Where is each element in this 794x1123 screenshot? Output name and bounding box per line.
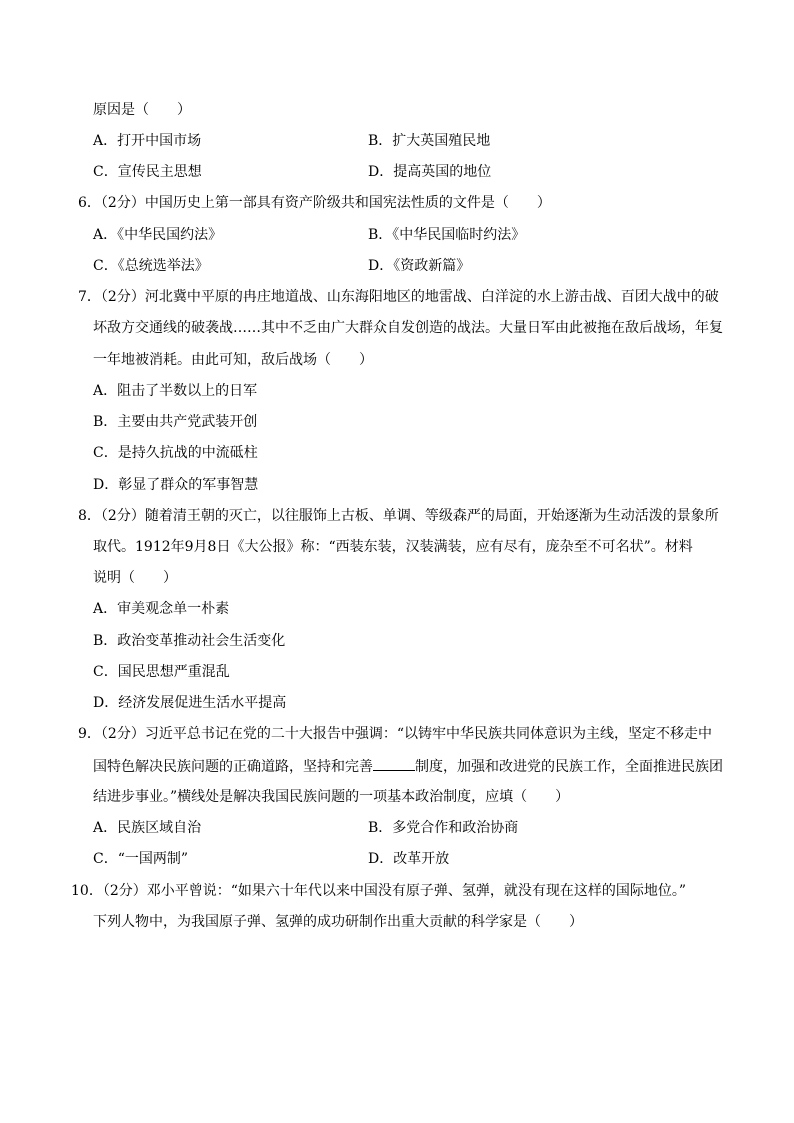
- q5-option-c[interactable]: C．宣传民主思想: [93, 164, 202, 180]
- q8-stem-line-3: 说明（ ）: [93, 570, 177, 586]
- q8-stem-line-1: 8．（2分）随着清王朝的灭亡，以往服饰上古板、单调、等级森严的局面，开始逐渐为生动活泼的景象所: [78, 508, 719, 524]
- q6-option-a[interactable]: A．《中华民国约法》: [93, 227, 223, 243]
- q6-stem: 6．（2分）中国历史上第一部具有资产阶级共和国宪法性质的文件是（ ）: [78, 195, 551, 211]
- q6-option-d[interactable]: D．《资政新篇》: [368, 258, 471, 274]
- q5-option-b[interactable]: B．扩大英国殖民地: [368, 133, 491, 149]
- q7-option-a[interactable]: A．阻击了半数以上的日军: [93, 383, 258, 399]
- q5-option-d[interactable]: D．提高英国的地位: [368, 164, 492, 180]
- q7-option-b[interactable]: B．主要由共产党武装开创: [93, 414, 258, 430]
- q10-stem-line-2: 下列人物中，为我国原子弹、氢弹的成功研制作出重大贡献的科学家是（ ）: [93, 914, 583, 930]
- q7-stem-line-1: 7．（2分）河北冀中平原的冉庄地道战、山东海阳地区的地雷战、白洋淀的水上游击战、百团大战中的破: [78, 289, 719, 305]
- q7-option-c[interactable]: C．是持久抗战的中流砥柱: [93, 445, 258, 461]
- q7-stem-line-3: 一年地被消耗。由此可知，敌后战场（ ）: [93, 352, 373, 368]
- q7-option-d[interactable]: D．彰显了群众的军事智慧: [93, 477, 259, 493]
- q9-stem-line-2: [93, 756, 723, 777]
- q10-stem-line-1: 10．（2分）邓小平曾说：“如果六十年代以来中国没有原子弹、氢弹，就没有现在这样的国际地位。”: [71, 883, 687, 899]
- q9-option-d[interactable]: D．改革开放: [368, 851, 450, 867]
- q5-option-a[interactable]: A．打开中国市场: [93, 133, 202, 149]
- q9-stem-line-2-after: 制度，加强和改进党的民族工作，全面推进民族团: [415, 759, 723, 775]
- q7-stem-line-2: 坏敌方交通线的破袭战……其中不乏由广大群众自发创造的战法。大量日军由此被拖在敌后战场，年复: [93, 320, 723, 336]
- q8-option-b[interactable]: B．政治变革推动社会生活变化: [93, 633, 286, 649]
- q9-option-b[interactable]: B．多党合作和政治协商: [368, 820, 519, 836]
- q8-option-a[interactable]: A．审美观念单一朴素: [93, 601, 230, 617]
- fill-in-blank: [373, 756, 415, 771]
- q5-stem-tail: 原因是（ ）: [93, 102, 191, 118]
- q8-option-c[interactable]: C．国民思想严重混乱: [93, 664, 230, 680]
- q9-stem-line-1: 9．（2分）习近平总书记在党的二十大报告中强调：“以铸牢中华民族共同体意识为主线，坚定不移走中: [78, 726, 712, 742]
- q9-option-a[interactable]: A．民族区域自治: [93, 820, 202, 836]
- q9-stem-line-3: 结进步事业。”横线处是解决我国民族问题的一项基本政治制度，应填（ ）: [93, 789, 570, 805]
- q6-option-c[interactable]: C．《总统选举法》: [93, 258, 209, 274]
- q6-option-b[interactable]: B．《中华民国临时约法》: [368, 227, 526, 243]
- q8-stem-line-2: 取代。1912年9月8日《大公报》称：“西装东装，汉装满装，应有尽有，庞杂至不可名状”。材料: [93, 539, 693, 555]
- q8-option-d[interactable]: D．经济发展促进生活水平提高: [93, 695, 287, 711]
- q9-option-c[interactable]: C．“一国两制”: [93, 851, 189, 867]
- q9-stem-line-2-before: 国特色解决民族问题的正确道路，坚持和完善: [93, 759, 373, 775]
